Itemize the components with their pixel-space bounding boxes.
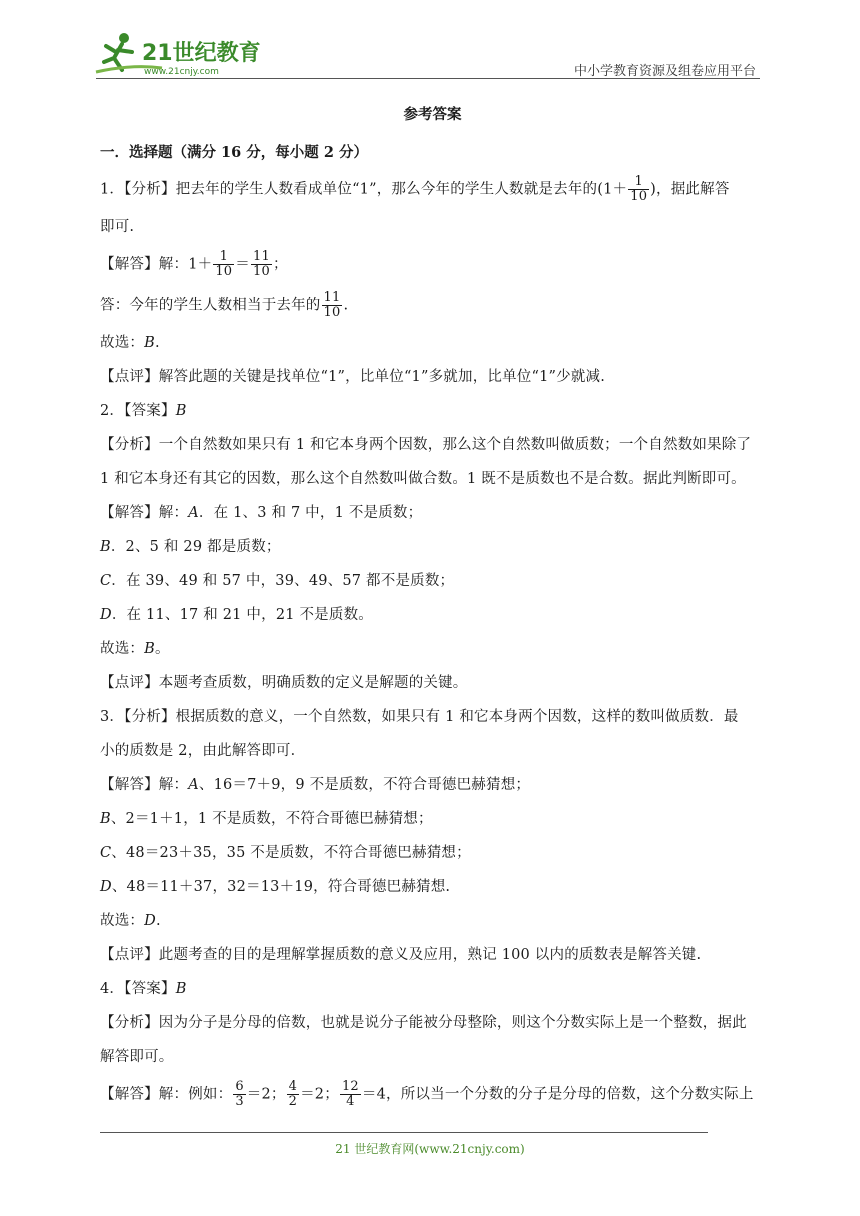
q2-choice-end: 。 <box>154 641 170 657</box>
q2-answer-letter: B <box>175 403 187 419</box>
q4-answer <box>100 978 765 1000</box>
q2-letter-d: D <box>100 607 112 623</box>
q3-option-d <box>100 876 765 898</box>
page-title: 参考答案 <box>403 106 462 123</box>
q3-text-c: 、48＝23＋35，35 不是质数，不符合哥德巴赫猜想； <box>111 845 471 861</box>
q1-answer <box>100 291 765 320</box>
q2-choice-letter: B <box>144 641 155 657</box>
q2-choice <box>100 638 765 660</box>
page-header <box>0 0 860 90</box>
q4-f3-result: ＝4，所以当一个分数的分子是分母的倍数，这个分数实际上 <box>361 1086 754 1103</box>
q4-f2-result: ＝2； <box>300 1086 339 1103</box>
q3-option-c <box>100 842 765 864</box>
q1-analysis-cont: 即可. <box>100 219 135 235</box>
q1-answer-text: 答：今年的学生人数相当于去年的 <box>100 297 321 314</box>
q1-equals: ＝ <box>235 256 250 273</box>
q1-fraction <box>628 175 649 204</box>
q1-semicolon: ； <box>272 256 288 273</box>
q2-option-d <box>100 604 765 626</box>
q1-solve-num: 1 <box>213 250 234 265</box>
q2-solve-label: 【解答】解： <box>100 505 189 521</box>
answer-content <box>100 104 765 1121</box>
q3-choice-letter: D <box>144 913 156 929</box>
q3-comment: 【点评】此题考查的目的是理解掌握质数的意义及应用，熟记 100 以内的质数表是解答关键. <box>100 947 702 963</box>
q3-choice-label: 故选： <box>100 913 145 929</box>
q4-f2-den: 2 <box>288 1094 298 1109</box>
q2-letter-c: C <box>100 573 112 589</box>
q3-letter-b: B <box>100 811 111 827</box>
q4-analysis-1: 【分析】因为分子是分母的倍数，也就是说分子能被分母整除，则这个分数实际上是一个整数，据此 <box>100 1015 747 1031</box>
q4-solution <box>100 1080 765 1109</box>
q2-option-a <box>100 502 765 524</box>
q1-solve-den: 10 <box>215 264 233 279</box>
q2-comment: 【点评】本题考查质数，明确质数的定义是解题的关键。 <box>100 675 468 691</box>
q1-frac-den: 10 <box>630 189 648 204</box>
site-logo[interactable] <box>92 28 272 80</box>
footer-divider <box>100 1132 708 1133</box>
q2-letter-b: B <box>100 539 111 555</box>
q2-letter-a: A <box>188 505 199 521</box>
header-divider <box>96 78 760 79</box>
q4-f3-num: 12 <box>341 1079 359 1094</box>
q3-option-a <box>100 774 765 796</box>
q4-f1-num: 6 <box>235 1079 244 1094</box>
q4-fraction-2 <box>287 1080 299 1109</box>
q3-choice-end: . <box>155 913 161 929</box>
q3-letter-a: A <box>188 777 199 793</box>
q3-choice <box>100 910 765 932</box>
q3-text-a: 、16＝7＋9，9 不是质数，不符合哥德巴赫猜想； <box>198 777 531 793</box>
q3-analysis-2: 小的质数是 2，由此解答即可． <box>100 743 306 759</box>
q2-analysis-1: 【分析】一个自然数如果只有 1 和它本身两个因数，那么这个自然数叫做质数；一个自然数如果除了 <box>100 437 752 453</box>
q1-answer-den: 10 <box>323 305 341 320</box>
q1-analysis <box>100 175 765 204</box>
q1-answer-num: 11 <box>323 290 341 305</box>
q1-analysis-tail: )，据此解答 <box>650 181 730 198</box>
q4-fraction-1 <box>233 1080 245 1109</box>
footer-link[interactable]: 21 世纪教育网(www.21cnjy.com) <box>335 1142 525 1156</box>
q1-choice-end: . <box>154 335 160 351</box>
q3-text-d: 、48＝11＋37，32＝13＋19，符合哥德巴赫猜想. <box>111 879 451 895</box>
q2-text-a: ．在 1、3 和 7 中，1 不是质数； <box>198 505 423 521</box>
q1-choice-letter: B <box>144 335 155 351</box>
q4-analysis-2: 解答即可。 <box>100 1049 174 1065</box>
q4-answer-letter: B <box>175 981 187 997</box>
q2-answer <box>100 400 765 422</box>
q3-solve-label: 【解答】解： <box>100 777 189 793</box>
q4-solve-label: 【解答】解：例如： <box>100 1086 233 1103</box>
q1-answer-period: . <box>343 297 349 314</box>
q2-text-b: ．2、5 和 29 都是质数； <box>110 539 281 555</box>
q4-f3-den: 4 <box>346 1094 355 1109</box>
runner-logo-icon <box>92 28 272 80</box>
q4-fraction-3 <box>340 1080 361 1109</box>
q2-text-d: ．在 11、17 和 21 中，21 不是质数。 <box>111 607 373 623</box>
q1-comment: 【点评】解答此题的关键是找单位“1”，比单位“1”多就加，比单位“1”少就减. <box>100 369 606 385</box>
q1-analysis-text: 1．【分析】把去年的学生人数看成单位“1”，那么今年的学生人数就是去年的 <box>100 181 598 198</box>
q1-answer-frac <box>322 291 343 320</box>
q2-text-c: ．在 39、49 和 57 中，39、49、57 都不是质数； <box>111 573 455 589</box>
q1-result-num: 11 <box>252 249 270 264</box>
q1-paren-open: (1＋ <box>597 181 628 198</box>
q1-solve-frac <box>213 250 234 279</box>
q2-analysis-2: 1 和它本身还有其它的因数，那么这个自然数叫做合数。1 既不是质数也不是合数。据此判断即可。 <box>100 471 746 487</box>
q1-solve-text: 【解答】解：1＋ <box>100 256 213 273</box>
q1-result-den: 10 <box>252 264 270 279</box>
logo-text: 21世纪教育 <box>142 41 261 66</box>
q1-choice-label: 故选： <box>100 335 145 351</box>
platform-name: 中小学教育资源及组卷应用平台 <box>573 64 756 79</box>
q1-solution <box>100 250 765 279</box>
q3-letter-c: C <box>100 845 112 861</box>
q2-answer-label: 2．【答案】 <box>100 403 176 419</box>
q4-answer-label: 4．【答案】 <box>100 981 176 997</box>
q2-option-b <box>100 536 765 558</box>
q4-f1-result: ＝2； <box>246 1086 286 1103</box>
q3-analysis-1: 3．【分析】根据质数的意义，一个自然数，如果只有 1 和它本身两个因数，这样的数叫做质数．最 <box>100 709 739 725</box>
q1-choice <box>100 332 765 354</box>
q3-option-b <box>100 808 765 830</box>
section-heading: 一．选择题（满分 16 分，每小题 2 分） <box>100 144 368 161</box>
q1-result-frac <box>251 250 272 279</box>
q1-frac-num: 1 <box>628 175 649 190</box>
logo-url: www.21cnjy.com <box>144 67 219 77</box>
q3-text-b: 、2＝1＋1，1 不是质数，不符合哥德巴赫猜想； <box>110 811 433 827</box>
q4-f2-num: 4 <box>288 1079 298 1094</box>
q3-letter-d: D <box>100 879 112 895</box>
q4-f1-den: 3 <box>235 1094 244 1109</box>
q2-choice-label: 故选： <box>100 641 145 657</box>
q2-option-c <box>100 570 765 592</box>
